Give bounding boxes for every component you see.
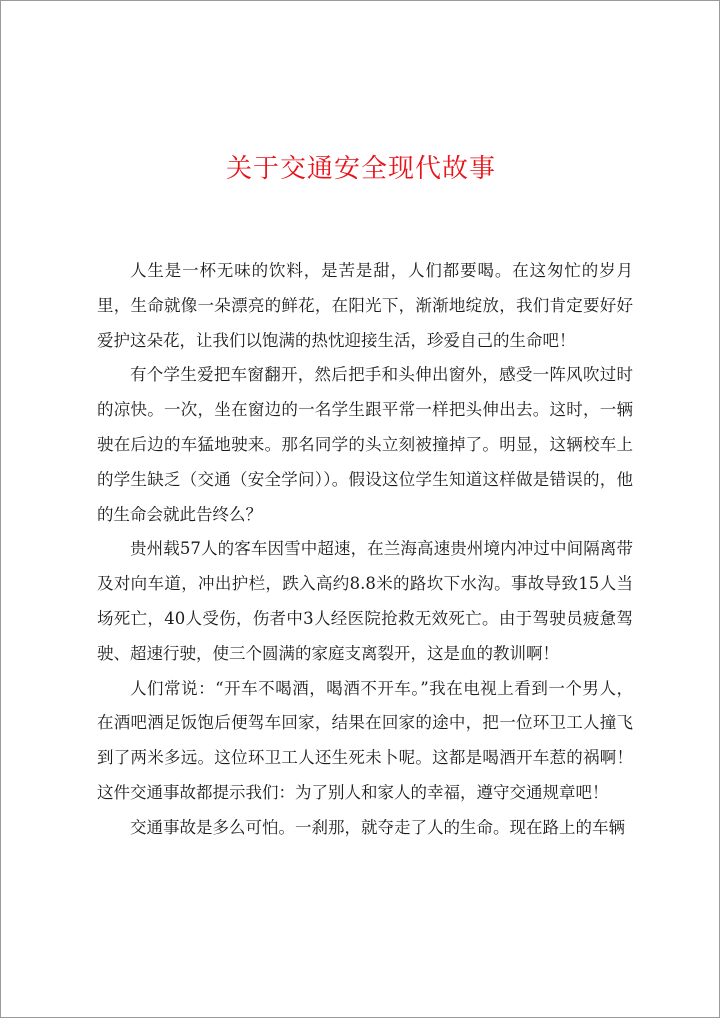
document-title: 关于交通安全现代故事 (225, 154, 496, 184)
document-body (97, 254, 633, 846)
paragraph-2: 有个学生爱把车窗翻开，然后把手和头伸出窗外，感受一阵风吹过时的凉快。一次，坐在窗边的一名学生跟平常一样把头伸出去。这时，一辆驶在后边的车猛地驶来。那名同学的头立刻被撞掉了。明显，这辆校车上的学生缺乏（交通（安全学问））。假设这位学生知道这样做是错误的，他的生命会就此告终么？ (97, 365, 633, 524)
paragraph-5: 交通事故是多么可怕。一刹那，就夺走了人的生命。现在路上的车辆 (130, 817, 625, 837)
paragraph-3: 贵州载57人的客车因雪中超速，在兰海高速贵州境内冲过中间隔离带及对向车道，冲出护栏，跌入高约8.8米的路坎下水沟。事故导致15人当场死亡，40人受伤，伤者中3人经医院抢救无效死亡。由于驾驶员疲惫驾驶、超速行驶，使三个圆满的家庭支离裂开，这是血的教训啊！ (97, 539, 633, 663)
paragraph-1: 人生是一杯无味的饮料，是苦是甜，人们都要喝。在这匆忙的岁月里，生命就像一朵漂亮的鲜花，在阳光下，渐渐地绽放，我们肯定要好好爱护这朵花，让我们以饱满的热忱迎接生活，珍爱自己的生命吧！ (97, 261, 633, 350)
paragraph-4: 人们常说：“开车不喝酒，喝酒不开车。”我在电视上看到一个男人，在酒吧酒足饭饱后便驾车回家，结果在回家的途中，把一位环卫工人撞飞到了两米多远。这位环卫工人还生死未卜呢。这都是喝酒开车惹的祸啊！这件交通事故都提示我们：为了别人和家人的幸福，遵守交通规章吧！ (97, 678, 633, 802)
